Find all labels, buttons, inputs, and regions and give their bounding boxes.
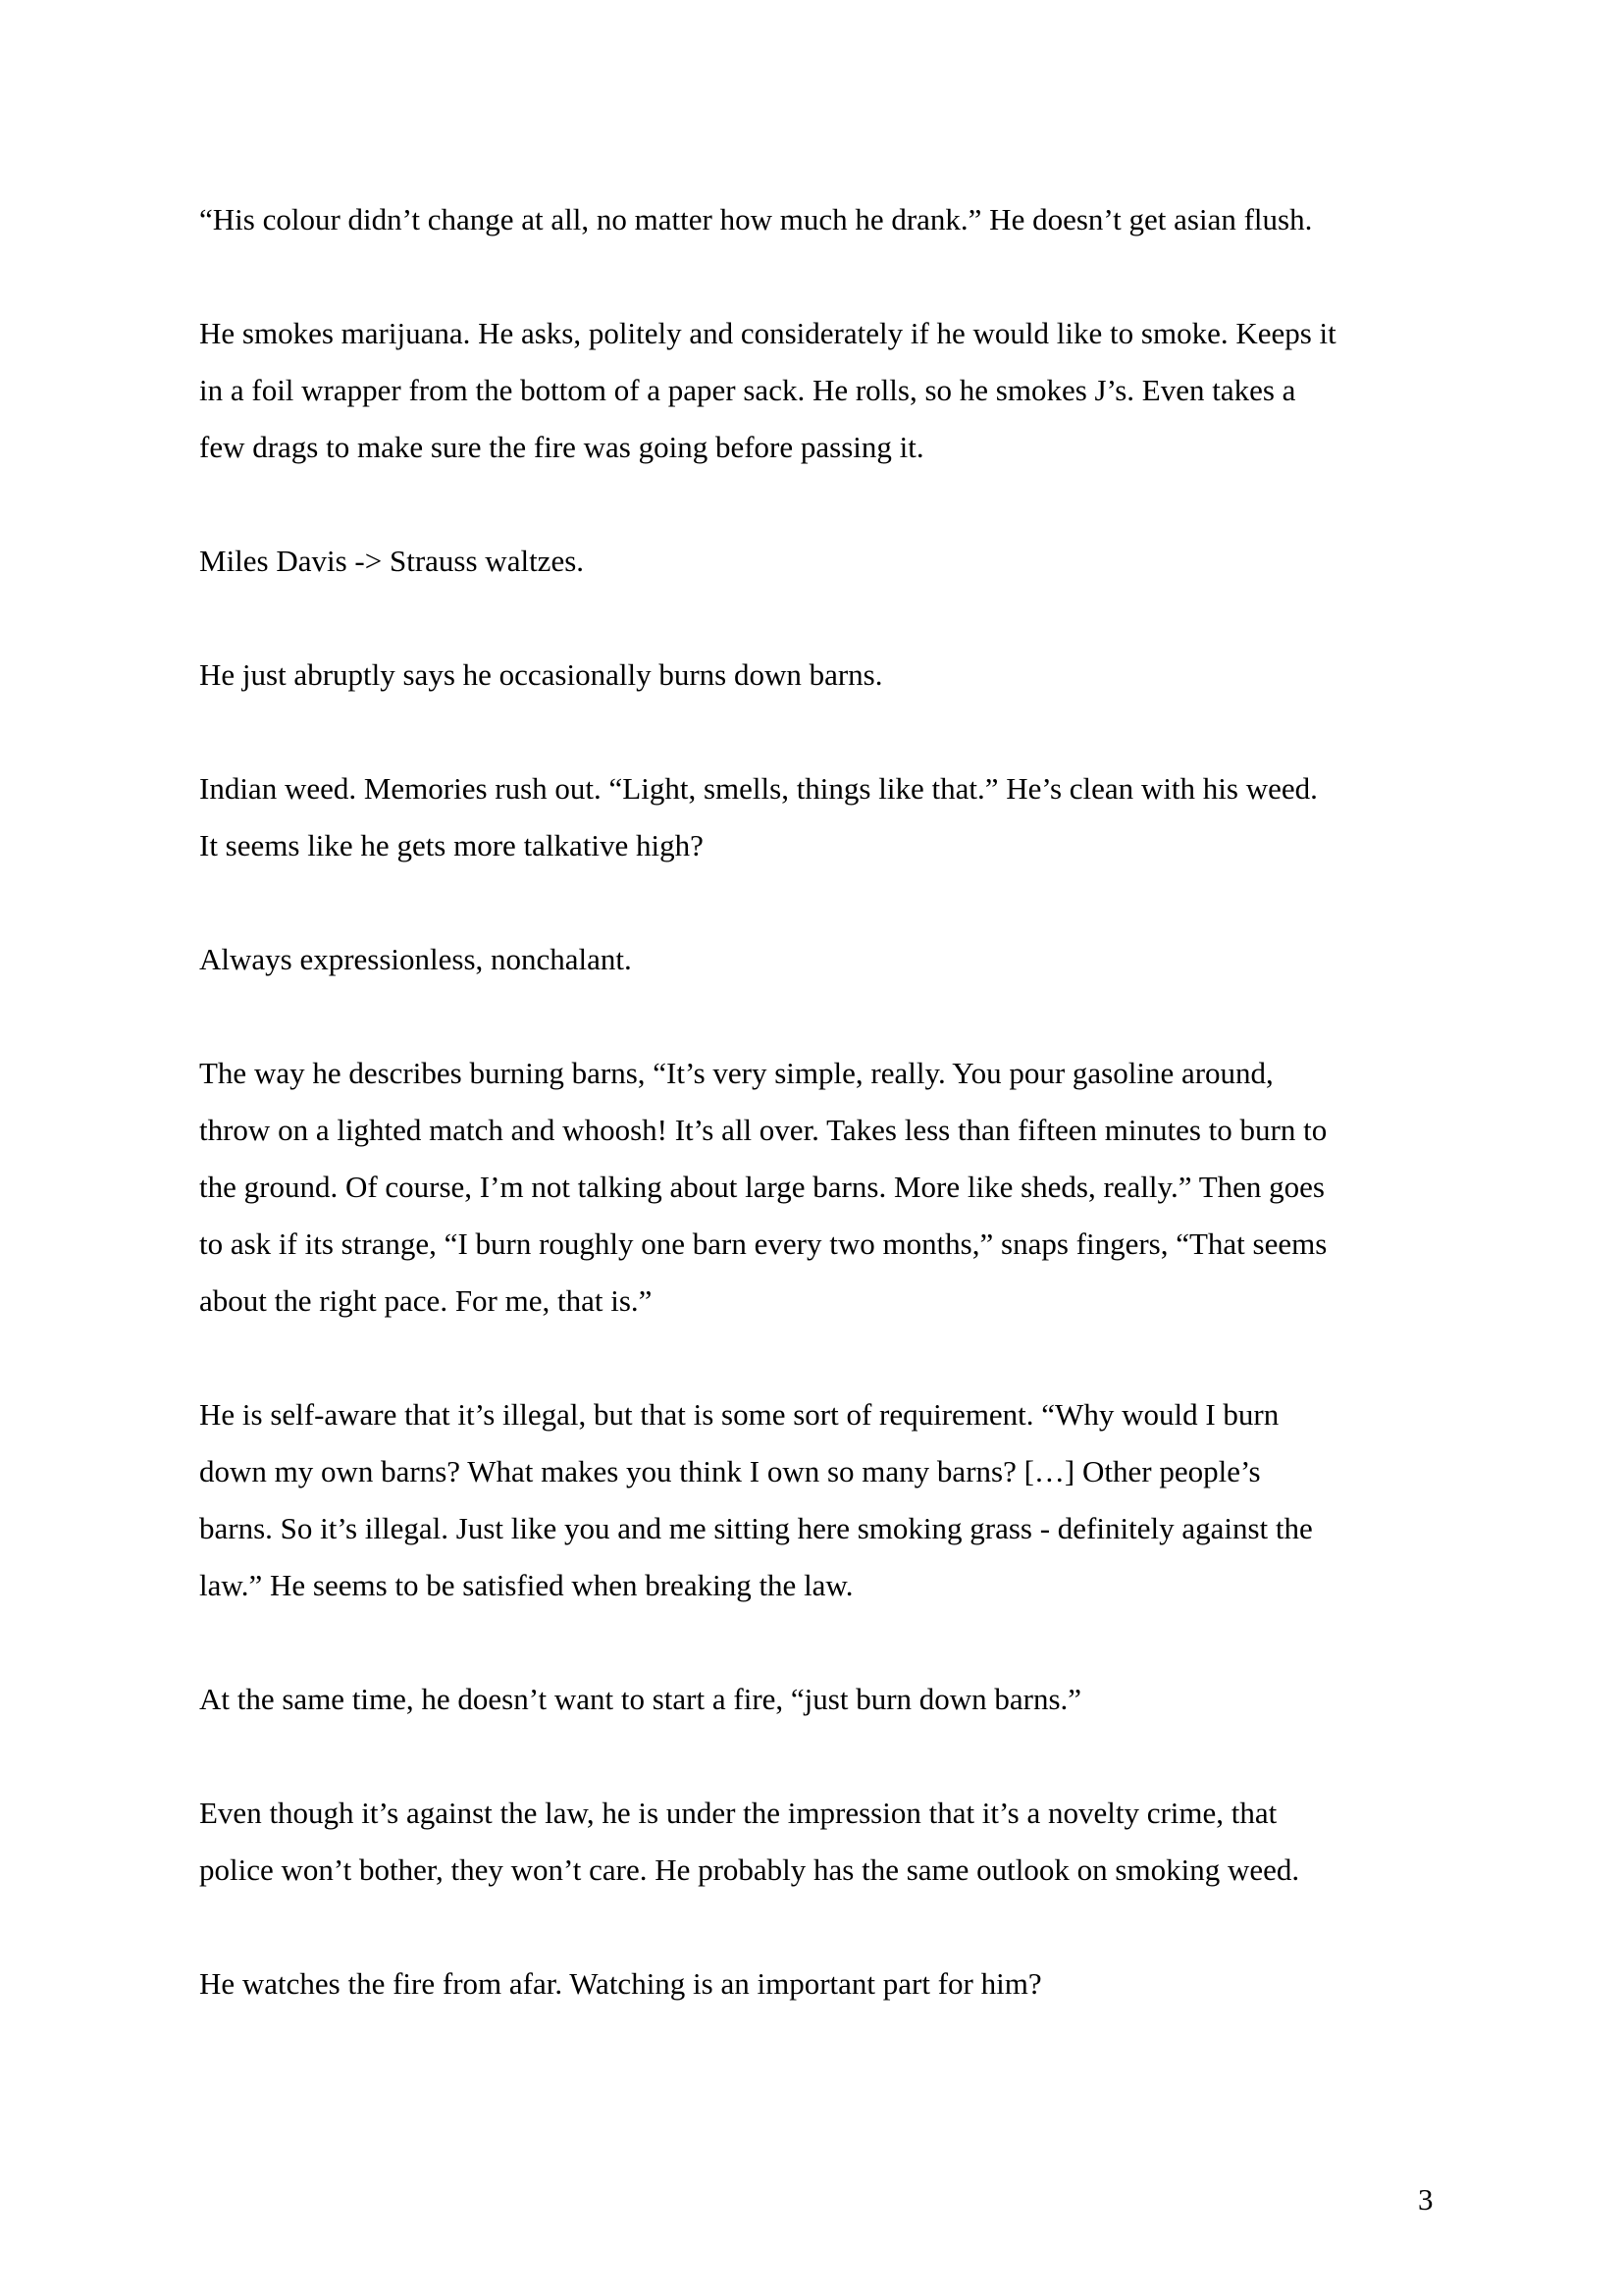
text-line: It seems like he gets more talkative high? bbox=[199, 828, 704, 862]
text-line: At the same time, he doesn’t want to start a fire, “just burn down barns.” bbox=[199, 1682, 1082, 1716]
text-line: throw on a lighted match and whoosh! It’s all over. Takes less than fifteen minutes to burn to bbox=[199, 1113, 1328, 1147]
paragraph bbox=[199, 1671, 1455, 1728]
text-line: Miles Davis -> Strauss waltzes. bbox=[199, 544, 585, 578]
text-line: He smokes marijuana. He asks, politely and considerately if he would like to smoke. Keeps it bbox=[199, 316, 1336, 350]
text-line: in a foil wrapper from the bottom of a paper sack. He rolls, so he smokes J’s. Even takes a bbox=[199, 373, 1296, 407]
text-line: barns. So it’s illegal. Just like you and me sitting here smoking grass - definitely against the bbox=[199, 1511, 1313, 1545]
text-line: police won’t bother, they won’t care. He probably has the same outlook on smoking weed. bbox=[199, 1852, 1300, 1887]
text-line: He watches the fire from afar. Watching is an important part for him? bbox=[199, 1966, 1042, 2001]
text-line: Always expressionless, nonchalant. bbox=[199, 942, 632, 976]
text-line: He is self-aware that it’s illegal, but that is some sort of requirement. “Why would I burn bbox=[199, 1397, 1280, 1432]
text-line: The way he describes burning barns, “It’s very simple, really. You pour gasoline around, bbox=[199, 1056, 1274, 1090]
text-line: few drags to make sure the fire was going before passing it. bbox=[199, 430, 924, 464]
paragraph bbox=[199, 1956, 1455, 2012]
text-line: to ask if its strange, “I burn roughly one barn every two months,” snaps fingers, “That seems bbox=[199, 1226, 1328, 1261]
paragraph bbox=[199, 1386, 1455, 1614]
text-line: the ground. Of course, I’m not talking about large barns. More like sheds, really.” Then goes bbox=[199, 1170, 1325, 1204]
text-line: Indian weed. Memories rush out. “Light, smells, things like that.” He’s clean with his weed. bbox=[199, 771, 1318, 806]
text-line: Even though it’s against the law, he is under the impression that it’s a novelty crime, that bbox=[199, 1796, 1278, 1830]
text-line: He just abruptly says he occasionally burns down barns. bbox=[199, 657, 883, 692]
text-line: down my own barns? What makes you think I own so many barns? […] Other people’s bbox=[199, 1454, 1261, 1488]
document-body bbox=[199, 191, 1455, 2069]
page-number: 3 bbox=[1418, 2182, 1434, 2217]
paragraph bbox=[199, 1785, 1455, 1899]
paragraph bbox=[199, 760, 1455, 874]
paragraph bbox=[199, 647, 1455, 704]
paragraph bbox=[199, 1045, 1455, 1330]
paragraph bbox=[199, 191, 1455, 248]
paragraph bbox=[199, 931, 1455, 988]
text-line: about the right pace. For me, that is.” bbox=[199, 1283, 653, 1318]
paragraph bbox=[199, 533, 1455, 590]
paragraph bbox=[199, 305, 1455, 476]
text-line: law.” He seems to be satisfied when breaking the law. bbox=[199, 1568, 854, 1602]
text-line: “His colour didn’t change at all, no matter how much he drank.” He doesn’t get asian flush. bbox=[199, 202, 1313, 236]
